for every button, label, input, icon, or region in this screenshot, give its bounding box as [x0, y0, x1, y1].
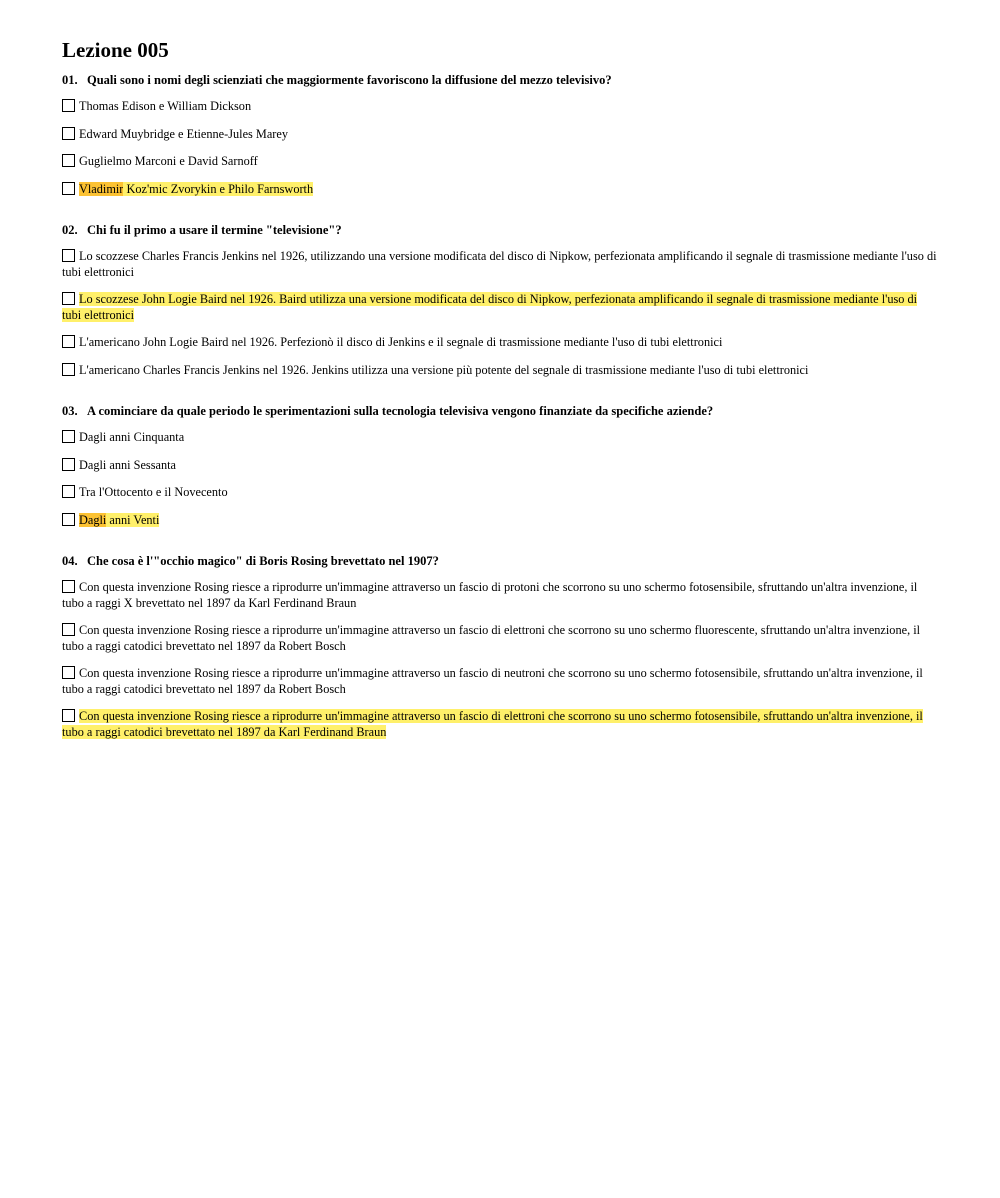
answer-option [62, 99, 938, 115]
checkbox[interactable] [62, 513, 75, 526]
checkbox[interactable] [62, 623, 75, 636]
option-text-highlight-strong: Vladimir [79, 181, 124, 196]
answer-option-correct [62, 513, 938, 529]
answer-option [62, 249, 938, 280]
answer-option-correct [62, 709, 938, 740]
question-heading [62, 553, 938, 569]
answer-option [62, 580, 938, 611]
option-text-highlight-strong: Dagli [79, 512, 107, 527]
checkbox[interactable] [62, 666, 75, 679]
checkbox[interactable] [62, 430, 75, 443]
answer-option [62, 485, 938, 501]
option-text: Con questa invenzione Rosing riesce a riprodurre un'immagine attraverso un fascio di elettroni che scorrono su uno schermo fluorescente, sfruttando un'altra invenzione, il tubo a raggi catodici brevettato nel 1897 da Robert Bosch [62, 623, 921, 653]
checkbox[interactable] [62, 485, 75, 498]
answer-option [62, 430, 938, 446]
question-heading [62, 403, 938, 419]
question-text: Quali sono i nomi degli scienziati che maggiormente favoriscono la diffusione del mezzo televisivo? [87, 73, 612, 87]
answer-option [62, 458, 938, 474]
question-03 [62, 403, 938, 528]
option-text: Con questa invenzione Rosing riesce a riprodurre un'immagine attraverso un fascio di neutroni che scorrono su uno schermo fotosensibile, sfruttando un'altra invenzione, il tubo a raggi catodici brevettato nel 1897 da Robert Bosch [62, 666, 923, 696]
option-text: Lo scozzese Charles Francis Jenkins nel 1926, utilizzando una versione modificata del disco di Nipkow, perfezionata amplificando il segnale di trasmissione mediante l'uso di tubi elettronici [62, 249, 937, 279]
checkbox[interactable] [62, 709, 75, 722]
answer-option-correct [62, 292, 938, 323]
answer-option [62, 335, 938, 351]
question-text: Che cosa è l'"occhio magico" di Boris Rosing brevettato nel 1907? [87, 554, 439, 568]
question-02 [62, 222, 938, 378]
checkbox[interactable] [62, 458, 75, 471]
option-text: Tra l'Ottocento e il Novecento [79, 485, 228, 499]
question-number: 03. [62, 404, 78, 418]
answer-option [62, 154, 938, 170]
answer-option [62, 623, 938, 654]
checkbox[interactable] [62, 335, 75, 348]
question-number: 02. [62, 223, 78, 237]
checkbox[interactable] [62, 182, 75, 195]
answer-option [62, 127, 938, 143]
checkbox[interactable] [62, 99, 75, 112]
option-text-highlight: anni Venti [106, 512, 160, 527]
question-number: 04. [62, 554, 78, 568]
question-heading [62, 72, 938, 88]
question-04 [62, 553, 938, 740]
option-text: Guglielmo Marconi e David Sarnoff [79, 154, 258, 168]
option-text-highlight: Lo scozzese John Logie Baird nel 1926. Baird utilizza una versione modificata del disco di Nipkow, perfezionata amplificando il segnale di trasmissione mediante l'uso di tubi elettronici [62, 292, 918, 322]
option-text: Thomas Edison e William Dickson [79, 99, 252, 113]
option-text: L'americano Charles Francis Jenkins nel 1926. Jenkins utilizza una versione più potente del segnale di trasmissione mediante l'uso di tubi elettronici [79, 362, 809, 377]
question-text: A cominciare da quale periodo le sperimentazioni sulla tecnologia televisiva vengono finanziate da specifiche aziende? [87, 404, 714, 418]
question-number: 01. [62, 73, 78, 87]
checkbox[interactable] [62, 580, 75, 593]
answer-option-correct [62, 182, 938, 198]
checkbox[interactable] [62, 127, 75, 140]
answer-option [62, 363, 938, 379]
option-text: Dagli anni Sessanta [79, 457, 176, 472]
option-text: Dagli anni Cinquanta [79, 430, 185, 444]
page-title: Lezione 005 [62, 38, 169, 62]
checkbox[interactable] [62, 292, 75, 305]
checkbox[interactable] [62, 363, 75, 376]
question-01 [62, 72, 938, 197]
question-text: Chi fu il primo a usare il termine "televisione"? [87, 223, 342, 237]
option-text: L'americano John Logie Baird nel 1926. Perfezionò il disco di Jenkins e il segnale di trasmissione mediante l'uso di tubi elettronici [79, 335, 723, 349]
option-text-highlight: Con questa invenzione Rosing riesce a riprodurre un'immagine attraverso un fascio di elettroni che scorrono su uno schermo fotosensibile, sfruttando un'altra invenzione, il tubo a raggi catodici brevettato nel 1897 da Karl Ferdinand Braun [62, 709, 923, 739]
option-text-highlight: Koz'mic Zvorykin e Philo Farnsworth [123, 181, 314, 196]
option-text: Con questa invenzione Rosing riesce a riprodurre un'immagine attraverso un fascio di protoni che scorrono su uno schermo fotosensibile, sfruttando un'altra invenzione, il tubo a raggi X brevettato nel 1897 da Karl Ferdinand Braun [62, 580, 918, 610]
checkbox[interactable] [62, 249, 75, 262]
option-text: Edward Muybridge e Etienne-Jules Marey [79, 126, 288, 141]
answer-option [62, 666, 938, 697]
question-heading [62, 222, 938, 238]
checkbox[interactable] [62, 154, 75, 167]
